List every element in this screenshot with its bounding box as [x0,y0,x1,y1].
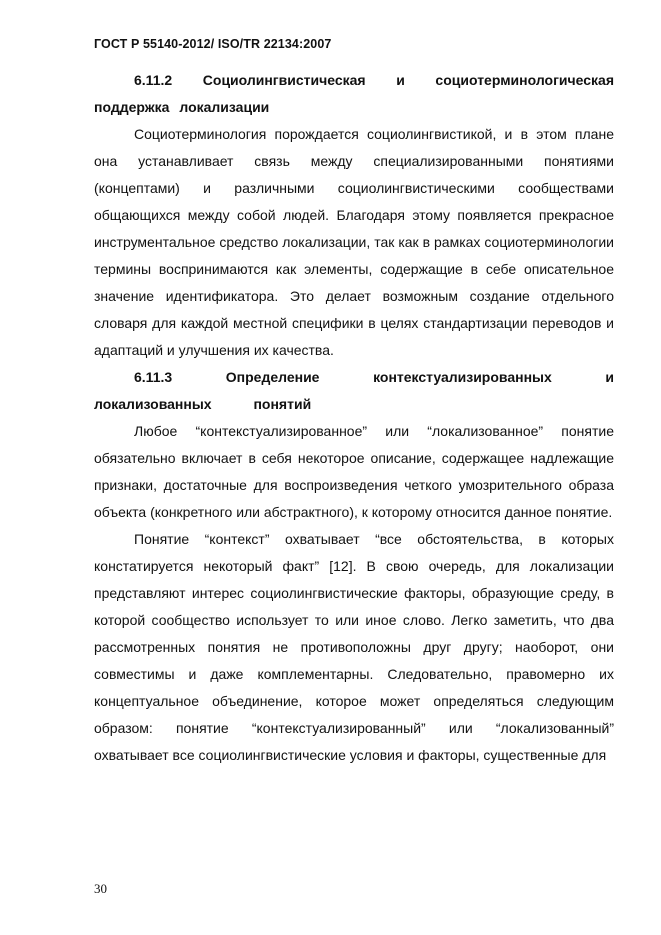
section-heading-6-11-3: 6.11.3 Определение контекстуализированных и локализованных понятий [94,369,614,412]
paragraph-contextualized-concept: Любое “контекстуализированное” или “локализованное” понятие обязательно включает в себя некоторое описание, содержащее надлежащие признаки, достаточные для воспроизведения четкого умозрительного образа объекта (конкретного или абстрактного), к которому относится данное понятие. [94,423,614,520]
document-header: ГОСТ Р 55140-2012/ ISO/TR 22134:2007 [94,37,332,51]
paragraph-sociolinguistic-support: Социотерминология порождается социолингвистикой, и в этом плане она устанавливает связь между специализированными понятиями (концептами) и различными социолингвистическими сообществами общающихся между собой людей. Благодаря этому появляется прекрасное инструментальное средство локализации, так как в рамках социотерминологии термины воспринимаются как элементы, содержащие в себе описательное значение идентификатора. Это делает возможным создание отдельного словаря для каждой местной специфики в целях стандартизации переводов и адаптаций и улучшения их качества. [94,126,614,358]
page-number: 30 [94,881,107,896]
section-heading-6-11-2: 6.11.2 Социолингвистическая и социотерминологическая поддержка локализации [94,72,614,115]
paragraph-context-definition: Понятие “контекст” охватывает “все обстоятельства, в которых констатируется некоторый факт” [12]. В свою очередь, для локализации представляют интерес социолингвистические факторы, образующие среду, в которой сообщество использует то или иное слово. Легко заметить, что два рассмотренных понятия не противоположны друг другу; наоборот, они совместимы и даже комплементарны. Следовательно, правомерно их концептуальное объединение, которое может определяться следующим образом: понятие “контекстуализированный” или “локализованный” охватывает все социолингвистические условия и факторы, существенные для [94,531,614,763]
page-content [94,67,614,769]
